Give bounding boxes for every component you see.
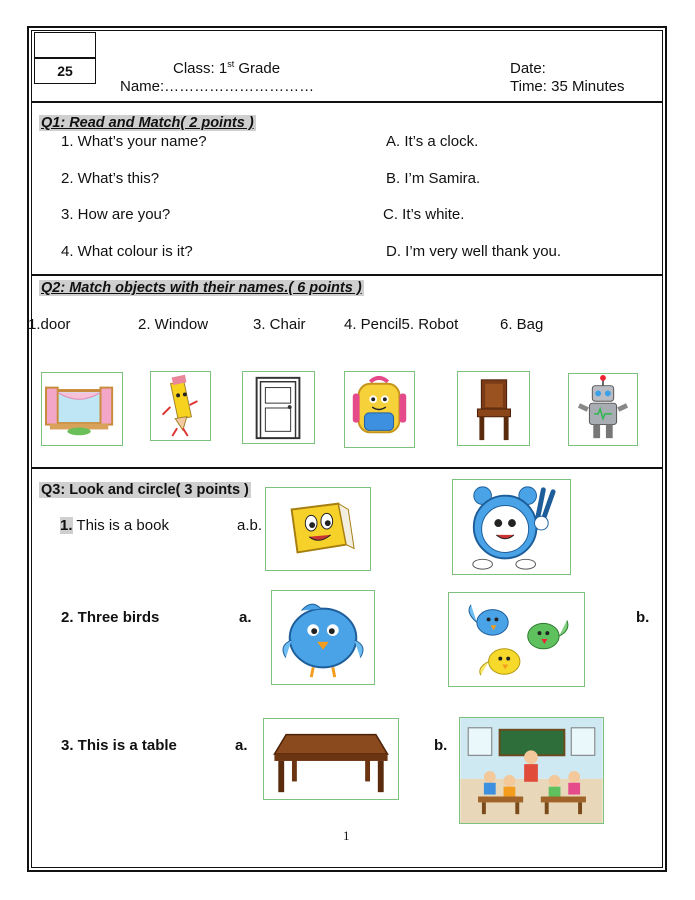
q1-question-3: 3. How are you? xyxy=(61,206,171,223)
book-icon xyxy=(266,488,370,570)
q1-answer-b: B. I’m Samira. xyxy=(386,170,481,187)
book-picture[interactable] xyxy=(265,487,371,571)
q1-answer-a: A. It’s a clock. xyxy=(386,133,479,150)
q3-item-3-option-a[interactable]: a. xyxy=(235,737,248,754)
q1-title: Q1: Read and Match( 2 points ) xyxy=(41,115,254,131)
pencil-icon xyxy=(151,372,210,440)
q3-item-2: 2. Three birds xyxy=(61,609,160,626)
q3-title: Q3: Look and circle( 3 points ) xyxy=(41,482,249,498)
bird-icon xyxy=(272,591,374,684)
q2-title: Q2: Match objects with their names.( 6 points ) xyxy=(41,280,362,296)
q2-word-3: 3. Chair xyxy=(253,316,306,333)
q2-word-1: 1.door xyxy=(28,316,71,333)
header-divider xyxy=(31,101,663,103)
q3-item-1-number: 1. xyxy=(60,517,73,534)
score-total-box xyxy=(34,32,96,58)
score-value: 25 xyxy=(57,63,73,79)
date-label: Date: xyxy=(510,60,546,77)
window-icon xyxy=(42,373,122,445)
table-picture[interactable] xyxy=(263,718,399,800)
q1-question-1: 1. What’s your name? xyxy=(61,133,207,150)
class-grade: Grade xyxy=(234,60,281,77)
q1-question-4: 4. What colour is it? xyxy=(61,243,193,260)
q2-word-6: 6. Bag xyxy=(500,316,544,333)
class-text: Class: 1 xyxy=(173,60,228,77)
q3-item-2-option-b[interactable]: b. xyxy=(636,609,650,626)
robot-picture[interactable] xyxy=(568,373,638,446)
q3-item-3: 3. This is a table xyxy=(61,737,177,754)
classroom-icon xyxy=(460,718,603,823)
window-picture[interactable] xyxy=(41,372,123,446)
pencil-character-picture[interactable] xyxy=(150,371,211,441)
q1-answer-d: D. I’m very well thank you. xyxy=(386,243,562,260)
score-box xyxy=(34,58,96,84)
backpack-icon xyxy=(345,372,414,447)
clock-picture[interactable] xyxy=(452,479,571,575)
three-birds-picture[interactable] xyxy=(448,592,585,687)
chair-icon xyxy=(458,372,529,445)
q3-item-3-option-b[interactable]: b. xyxy=(434,737,448,754)
clock-icon xyxy=(453,480,570,574)
q2-divider xyxy=(31,467,663,469)
class-label xyxy=(173,59,280,77)
q3-item-1 xyxy=(60,517,169,534)
door-picture[interactable] xyxy=(242,371,315,444)
birds-icon xyxy=(449,593,584,686)
q2-word-2: 2. Window xyxy=(138,316,209,333)
table-icon xyxy=(264,719,398,799)
class-sup: st xyxy=(227,59,235,69)
q3-item-1-options[interactable]: a.b. xyxy=(237,517,263,534)
page-number: 1 xyxy=(343,828,350,843)
classroom-picture[interactable] xyxy=(459,717,604,824)
name-field[interactable]: Name:………………………… xyxy=(120,78,315,95)
chair-picture[interactable] xyxy=(457,371,530,446)
door-icon xyxy=(243,372,314,443)
time-label: Time: 35 Minutes xyxy=(510,78,625,95)
q1-answer-c: C. It’s white. xyxy=(383,206,465,223)
backpack-picture[interactable] xyxy=(344,371,415,448)
q3-item-1-text: This is a book xyxy=(76,517,169,534)
one-bird-picture[interactable] xyxy=(271,590,375,685)
q3-item-2-option-a[interactable]: a. xyxy=(239,609,252,626)
q1-question-2: 2. What’s this? xyxy=(61,170,160,187)
robot-icon xyxy=(569,374,637,445)
q1-divider xyxy=(31,274,663,276)
q2-word-4-5: 4. Pencil5. Robot xyxy=(344,316,459,333)
